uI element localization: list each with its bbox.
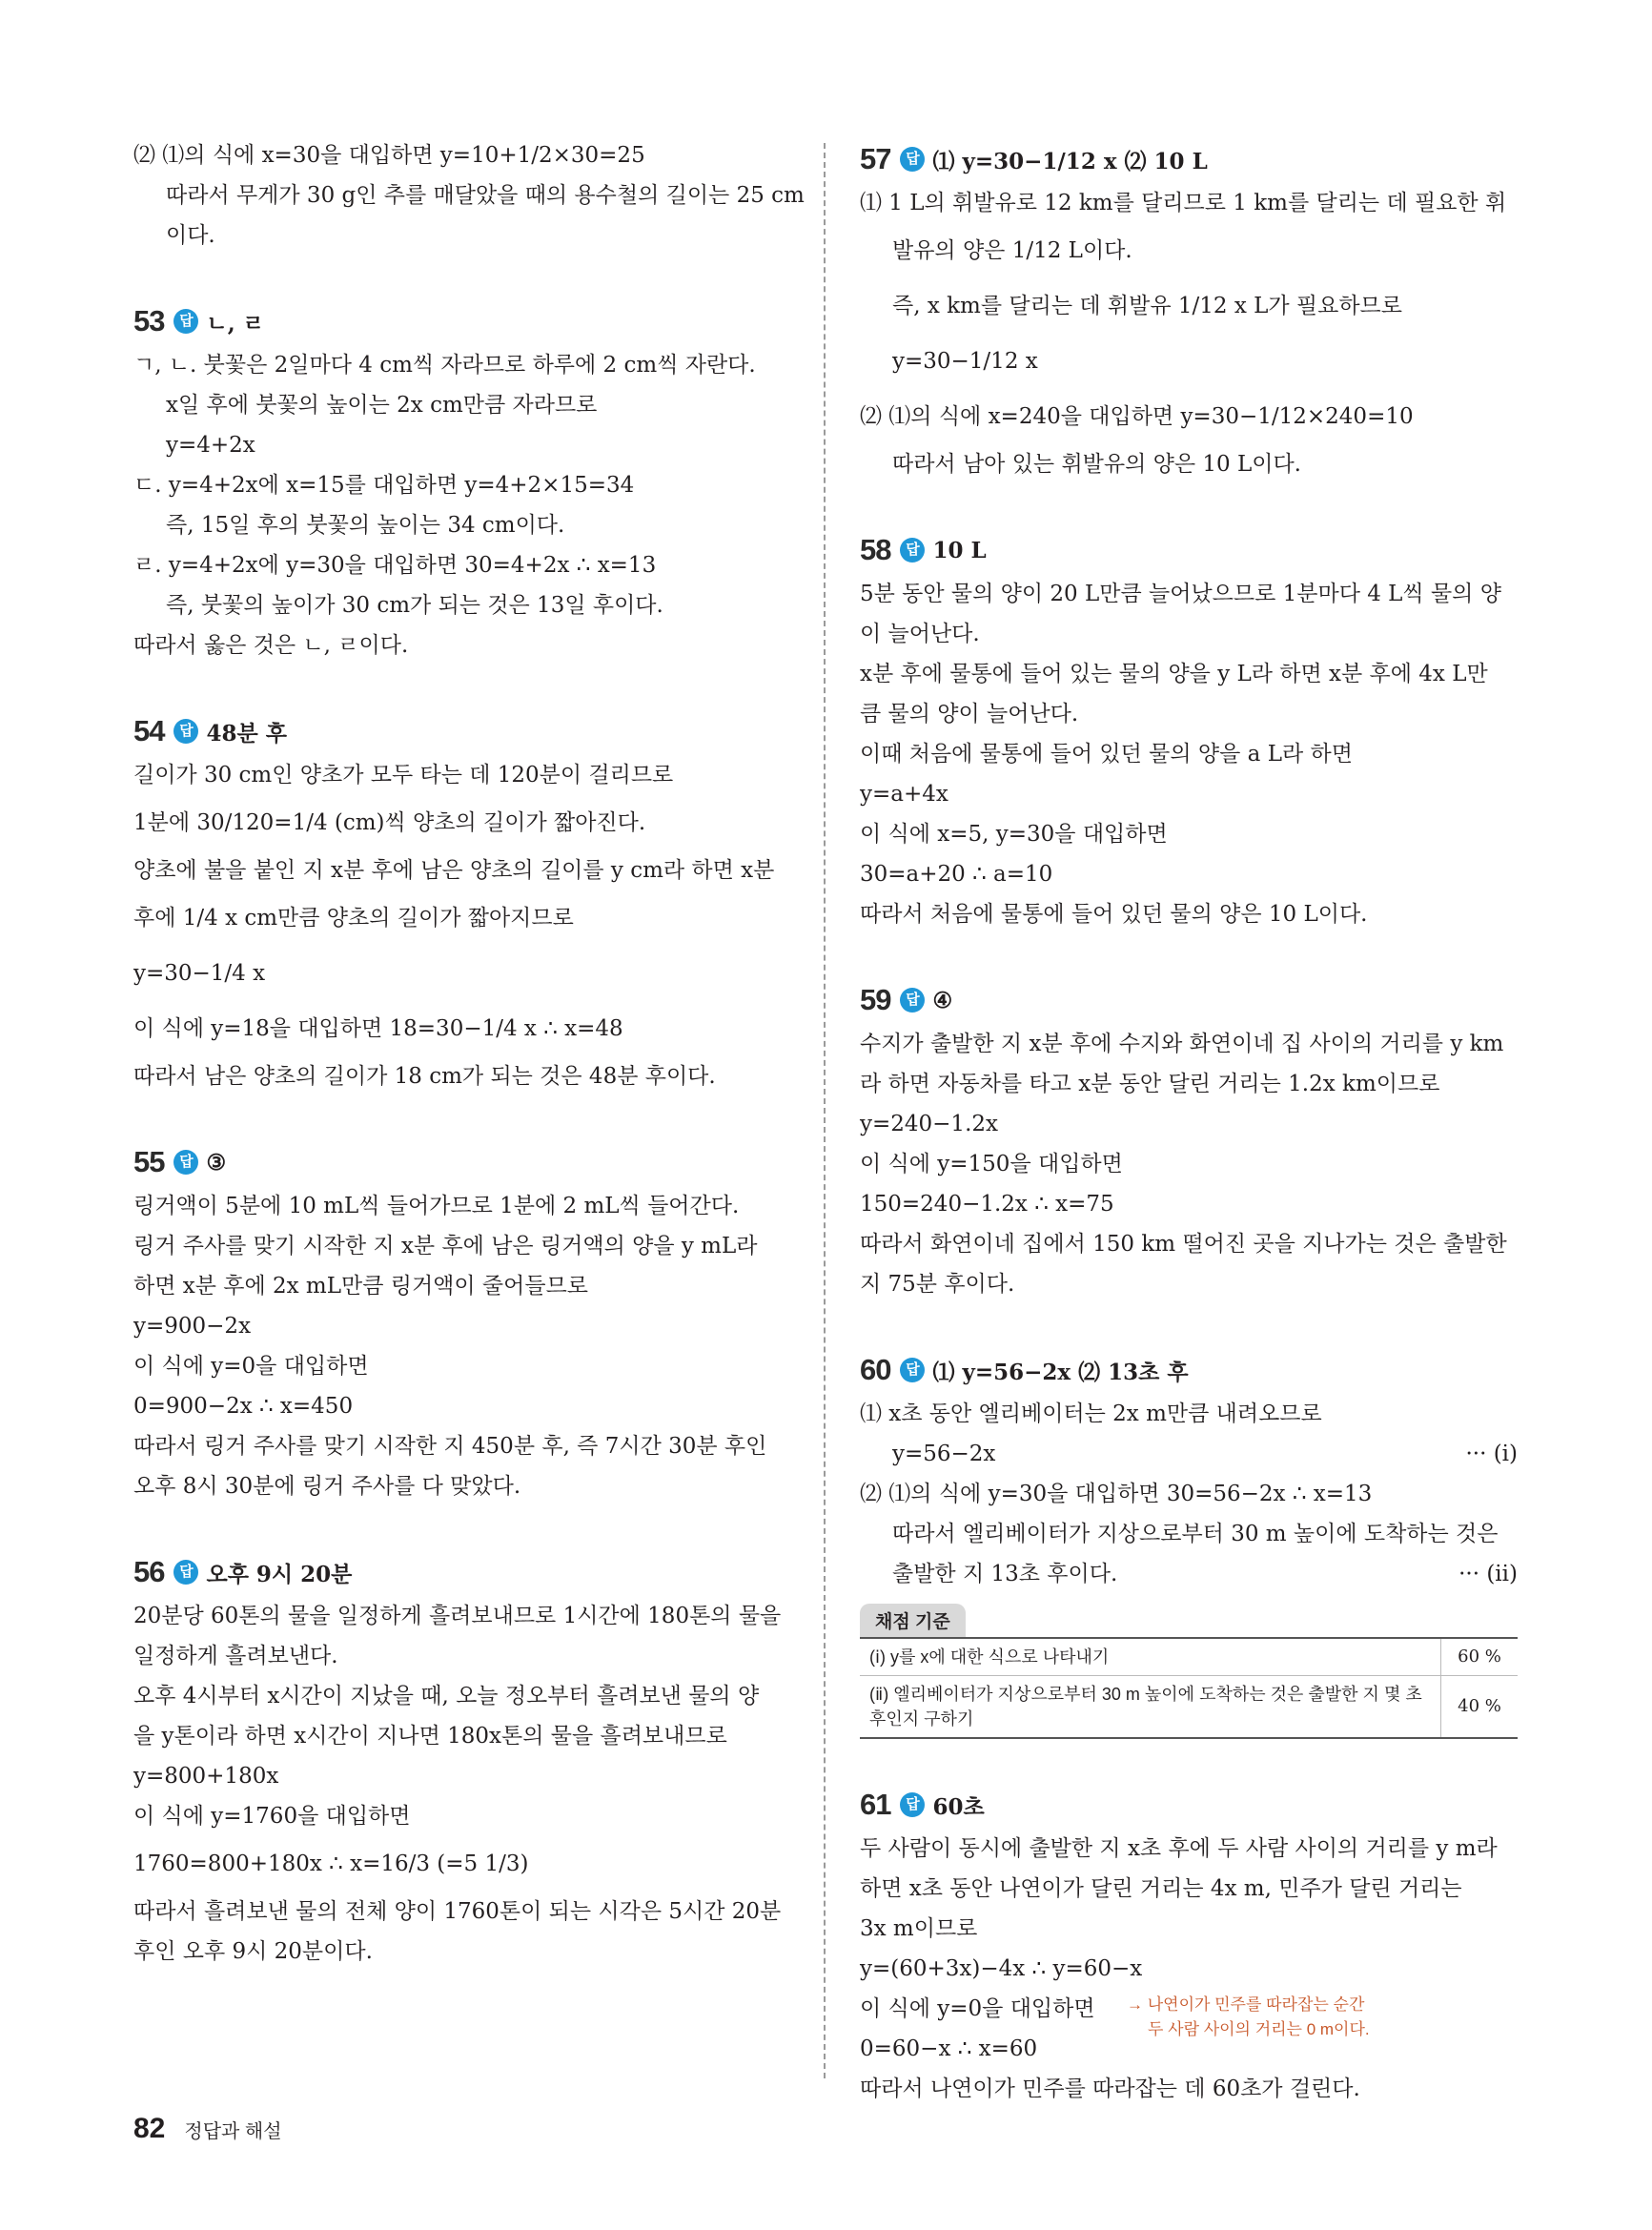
solution-text: 큼 물의 양이 늘어난다. (860, 702, 1079, 726)
answer-badge: 답 (173, 1560, 198, 1585)
problem-header (860, 1781, 1518, 1829)
solution-text: 양초에 불을 붙인 지 x분 후에 남은 양초의 길이를 y cm라 하면 x분 (133, 858, 775, 883)
solution-line (860, 2069, 1518, 2109)
solution-text: 따라서 처음에 물통에 들어 있던 물의 양은 10 L이다. (860, 902, 1368, 927)
solution-text: 수지가 출발한 지 x분 후에 수지와 화연이네 집 사이의 거리를 y km (860, 1032, 1504, 1056)
criteria-label: (ⅰ) y를 x에 대한 식으로 나타내기 (860, 1638, 1441, 1676)
solution-line (860, 1264, 1518, 1304)
solution-line (133, 890, 791, 946)
solution-text: y=4+2x (166, 433, 255, 458)
solution-line (133, 1892, 791, 1932)
answer-badge: 답 (173, 309, 198, 334)
solution-text: y=800+180x (133, 1764, 279, 1789)
solution-text: 따라서 흘려보낸 물의 전체 양이 1760톤이 되는 시각은 5시간 20분 (133, 1899, 782, 1924)
solution-text: 이다. (166, 223, 215, 248)
solution-text: 일정하게 흘려보낸다. (133, 1644, 338, 1668)
problem-number: 60 (860, 1353, 891, 1386)
solution-line (133, 850, 791, 890)
solution-text: 따라서 나연이가 민주를 따라잡는 데 60초가 걸린다. (860, 2077, 1360, 2101)
solution-line (133, 1596, 791, 1636)
solution-line (133, 1836, 791, 1892)
solution-line (860, 654, 1518, 694)
solution-line (133, 175, 805, 215)
solution-line (133, 345, 791, 385)
side-note-line: 두 사람 사이의 거리는 0 m이다. (1148, 2020, 1370, 2038)
solution-line (860, 854, 1518, 894)
solution-line (133, 755, 791, 795)
solution-text: y=(60+3x)−4x ∴ y=60−x (860, 1956, 1143, 1981)
side-note-line: → 나연이가 민주를 따라잡는 순간 (1127, 1995, 1365, 2014)
answer-text: ③ (206, 1149, 227, 1176)
solution-line (860, 1394, 1518, 1434)
grading-criteria-table (860, 1637, 1518, 1739)
solution-text: x분 후에 물통에 들어 있는 물의 양을 y L라 하면 x분 후에 4x L만 (860, 662, 1488, 686)
solution-line (860, 1989, 1518, 2038)
solution-line (860, 694, 1518, 734)
solution-text: y=30−1/12 x (892, 349, 1038, 374)
solution-text: 지 75분 후이다. (860, 1272, 1015, 1297)
answer-text: 10 L (932, 537, 987, 563)
right-column (860, 135, 1518, 2109)
criteria-row (860, 1676, 1518, 1739)
answer-text: ④ (932, 987, 953, 1013)
page-footer-title: 정답과 해설 (184, 2121, 282, 2142)
problem-number: 54 (133, 714, 165, 747)
solution-text: 따라서 남은 양초의 길이가 18 cm가 되는 것은 48분 후이다. (133, 1064, 716, 1089)
solution-text: 따라서 화연이네 집에서 150 km 떨어진 곳을 지나가는 것은 출발한 (860, 1232, 1507, 1257)
problem-header (860, 1346, 1518, 1394)
solution-line (133, 215, 791, 256)
solution-line (860, 1474, 1518, 1514)
column-divider (824, 143, 826, 2078)
solution-line (133, 1001, 791, 1056)
solution-line (133, 1676, 791, 1716)
solution-text: 두 사람이 동시에 출발한 지 x초 후에 두 사람 사이의 거리를 y m라 (860, 1836, 1498, 1861)
solution-text: 이 식에 y=1760을 대입하면 (133, 1804, 411, 1829)
problem-header (133, 1548, 791, 1596)
left-column (133, 135, 805, 1972)
answer-text: ㄴ, ㄹ (206, 310, 264, 337)
criteria-label: (ⅱ) 엘리베이터가 지상으로부터 30 m 높이에 도착하는 것은 출발한 지 몇 초 후인지 구하기 (860, 1676, 1441, 1739)
solution-line (133, 946, 791, 1001)
solution-text: y=240−1.2x (860, 1112, 998, 1136)
solution-text: y=900−2x (133, 1314, 252, 1339)
answer-badge: 답 (900, 1792, 925, 1817)
criteria-percent: 40 % (1441, 1676, 1519, 1739)
solution-line (133, 1636, 791, 1676)
solution-text: 따라서 남아 있는 휘발유의 양은 10 L이다. (892, 452, 1301, 477)
solution-line (860, 1104, 1518, 1144)
solution-text: 하면 x분 후에 2x mL만큼 링거액이 줄어들므로 (133, 1274, 589, 1299)
grading-criteria-title: 채점 기준 (860, 1604, 966, 1637)
solution-line (133, 1932, 791, 1972)
answer-badge: 답 (900, 988, 925, 1013)
answer-text: 오후 9시 20분 (206, 1561, 353, 1587)
solution-text: 3x m이므로 (860, 1916, 978, 1941)
solution-line (860, 1869, 1518, 1909)
solution-line (860, 894, 1518, 934)
solution-text: 즉, x km를 달리는 데 휘발유 1/12 x L가 필요하므로 (892, 294, 1402, 318)
solution-line (860, 774, 1518, 814)
criteria-percent: 60 % (1441, 1638, 1519, 1676)
solution-text: ㄹ. y=4+2x에 y=30을 대입하면 30=4+2x ∴ x=13 (133, 553, 657, 578)
solution-line (133, 385, 791, 425)
solution-line (860, 1224, 1518, 1264)
solution-line (860, 1909, 1518, 1949)
solution-line (133, 1266, 791, 1306)
solution-line (860, 614, 1518, 654)
solution-line (860, 444, 1518, 484)
solution-line (133, 1386, 791, 1426)
step-marker: ··· (ⅰ) (1465, 1442, 1518, 1466)
solution-text: 20분당 60톤의 물을 일정하게 흘려보내므로 1시간에 180톤의 물을 (133, 1604, 782, 1628)
step-marker: ··· (ⅱ) (1458, 1562, 1518, 1586)
solution-line (860, 1514, 1518, 1554)
solution-line (133, 1226, 791, 1266)
problem-number: 59 (860, 983, 891, 1016)
solution-line (860, 1144, 1518, 1184)
solution-line (133, 1186, 791, 1226)
problem-number: 55 (133, 1145, 165, 1178)
answer-badge: 답 (173, 1150, 198, 1175)
solution-text: 5분 동안 물의 양이 20 L만큼 늘어났으므로 1분마다 4 L씩 물의 양 (860, 582, 1501, 606)
solution-text: 이 식에 x=5, y=30을 대입하면 (860, 822, 1168, 847)
solution-text: y=56−2x (892, 1442, 996, 1466)
problem-number: 56 (133, 1555, 165, 1588)
solution-text: x일 후에 붓꽃의 높이는 2x cm만큼 자라므로 (166, 393, 598, 418)
solution-text: ⑵ ⑴의 식에 x=240을 대입하면 y=30−1/12×240=10 (860, 404, 1414, 429)
solution-text: 따라서 링거 주사를 맞기 시작한 지 450분 후, 즉 7시간 30분 후인 (133, 1434, 767, 1459)
solution-line (133, 505, 791, 545)
solution-line (860, 1024, 1518, 1064)
solution-line (860, 183, 1518, 223)
solution-text: 길이가 30 cm인 양초가 모두 타는 데 120분이 걸리므로 (133, 763, 674, 788)
solution-text: ㄷ. y=4+2x에 x=15를 대입하면 y=4+2×15=34 (133, 473, 635, 498)
solution-text: 후인 오후 9시 20분이다. (133, 1939, 373, 1964)
solution-line (133, 1716, 791, 1756)
solution-line (133, 1756, 791, 1796)
solution-text: 을 y톤이라 하면 x시간이 지나면 180x톤의 물을 흘려보내므로 (133, 1724, 727, 1749)
solution-text: 이 식에 y=0을 대입하면 (133, 1354, 369, 1379)
solution-text: 후에 1/4 x cm만큼 양초의 길이가 짧아지므로 (133, 906, 574, 931)
problem-header (860, 526, 1518, 574)
solution-text: 라 하면 자동차를 타고 x분 동안 달린 거리는 1.2x km이므로 (860, 1072, 1440, 1096)
problem-header (860, 976, 1518, 1024)
solution-line (133, 1796, 791, 1836)
solution-text: 150=240−1.2x ∴ x=75 (860, 1192, 1114, 1217)
solution-text: ⑵ ⑴의 식에 x=30을 대입하면 y=10+1/2×30=25 (133, 143, 645, 168)
problem-header (133, 297, 791, 345)
solution-line (860, 1829, 1518, 1869)
solution-text: y=a+4x (860, 782, 948, 807)
solution-line (860, 389, 1518, 444)
solution-line (860, 814, 1518, 854)
solution-text: 이 식에 y=150을 대입하면 (860, 1152, 1123, 1176)
problem-header (860, 135, 1518, 183)
answer-badge: 답 (900, 538, 925, 563)
solution-text: 오후 4시부터 x시간이 지났을 때, 오늘 정오부터 흘려보낸 물의 양 (133, 1684, 760, 1708)
solution-text: 하면 x초 동안 나연이가 달린 거리는 4x m, 민주가 달린 거리는 (860, 1876, 1462, 1901)
solution-text: 오후 8시 30분에 링거 주사를 다 맞았다. (133, 1474, 521, 1499)
solution-line (133, 135, 791, 175)
solution-line (133, 585, 791, 625)
solution-line (133, 795, 791, 850)
solution-text: 이때 처음에 물통에 들어 있던 물의 양을 a L라 하면 (860, 742, 1353, 767)
grading-criteria (860, 1604, 1518, 1739)
answer-text: ⑴ y=56−2x ⑵ 13초 후 (932, 1359, 1189, 1385)
solution-line (860, 1184, 1518, 1224)
solution-text: 즉, 붓꽃의 높이가 30 cm가 되는 것은 13일 후이다. (166, 593, 663, 618)
solution-line (133, 1466, 791, 1506)
solution-text: 발유의 양은 1/12 L이다. (892, 238, 1132, 263)
solution-text: 1분에 30/120=1/4 (cm)씩 양초의 길이가 짧아진다. (133, 810, 646, 835)
answer-text: 48분 후 (206, 720, 287, 747)
answer-badge: 답 (900, 147, 925, 172)
solution-line (133, 1056, 791, 1096)
solution-line (133, 1306, 791, 1346)
problem-header (133, 707, 791, 755)
solution-text: ㄱ, ㄴ. 붓꽃은 2일마다 4 cm씩 자라므로 하루에 2 cm씩 자란다. (133, 353, 756, 378)
problem-number: 58 (860, 533, 891, 566)
problem-header (133, 1138, 791, 1186)
solution-text: 따라서 옳은 것은 ㄴ, ㄹ이다. (133, 633, 409, 658)
solution-text: 0=60−x ∴ x=60 (860, 2036, 1038, 2061)
answer-text: 60초 (932, 1793, 985, 1820)
solution-line (133, 545, 791, 585)
solution-line (133, 1426, 791, 1466)
solution-line (860, 334, 1518, 389)
answer-badge: 답 (900, 1358, 925, 1382)
problem-number: 61 (860, 1788, 891, 1821)
solution-line (860, 1064, 1518, 1104)
solution-text: 이 식에 y=18을 대입하면 18=30−1/4 x ∴ x=48 (133, 1016, 623, 1041)
solution-text: ⑵ ⑴의 식에 y=30을 대입하면 30=56−2x ∴ x=13 (860, 1482, 1373, 1506)
solution-text: ⑴ x초 동안 엘리베이터는 2x m만큼 내려오므로 (860, 1401, 1322, 1426)
answer-text: ⑴ y=30−1/12 x ⑵ 10 L (932, 148, 1208, 174)
solution-text: 링거 주사를 맞기 시작한 지 x분 후에 남은 링거액의 양을 y mL라 (133, 1234, 758, 1258)
solution-line (860, 2029, 1518, 2069)
solution-line (860, 1434, 1518, 1474)
page-footer (133, 2113, 282, 2145)
solution-text: ⑴ 1 L의 휘발유로 12 km를 달리므로 1 km를 달리는 데 필요한 휘 (860, 191, 1507, 215)
page-number: 82 (133, 2113, 166, 2144)
solution-line (860, 223, 1518, 278)
solution-text: 0=900−2x ∴ x=450 (133, 1394, 354, 1419)
solution-text: 1760=800+180x ∴ x=16/3 (=5 1/3) (133, 1852, 529, 1876)
solution-text: 이 늘어난다. (860, 622, 980, 646)
solution-text: 링거액이 5분에 10 mL씩 들어가므로 1분에 2 mL씩 들어간다. (133, 1194, 740, 1218)
solution-text: 따라서 엘리베이터가 지상으로부터 30 m 높이에 도착하는 것은 (892, 1522, 1499, 1546)
answer-badge: 답 (173, 719, 198, 744)
solution-text: 이 식에 y=0을 대입하면 (860, 1996, 1095, 2021)
solution-line (860, 1554, 1518, 1594)
solution-line (860, 574, 1518, 614)
problem-number: 57 (860, 142, 891, 175)
solution-line (860, 734, 1518, 774)
solution-text: 따라서 무게가 30 g인 추를 매달았을 때의 용수철의 길이는 25 cm (166, 183, 805, 208)
problem-number: 53 (133, 304, 165, 338)
solution-line (133, 465, 791, 505)
solution-text: 출발한 지 13초 후이다. (892, 1562, 1118, 1586)
solution-line (860, 278, 1518, 334)
criteria-row (860, 1638, 1518, 1676)
solution-line (133, 425, 791, 465)
solution-text: y=30−1/4 x (133, 961, 266, 986)
solution-text: 30=a+20 ∴ a=10 (860, 862, 1053, 887)
solution-text: 즉, 15일 후의 붓꽃의 높이는 34 cm이다. (166, 513, 565, 538)
solution-line (133, 625, 791, 665)
solution-line (133, 1346, 791, 1386)
solution-line (860, 1949, 1518, 1989)
